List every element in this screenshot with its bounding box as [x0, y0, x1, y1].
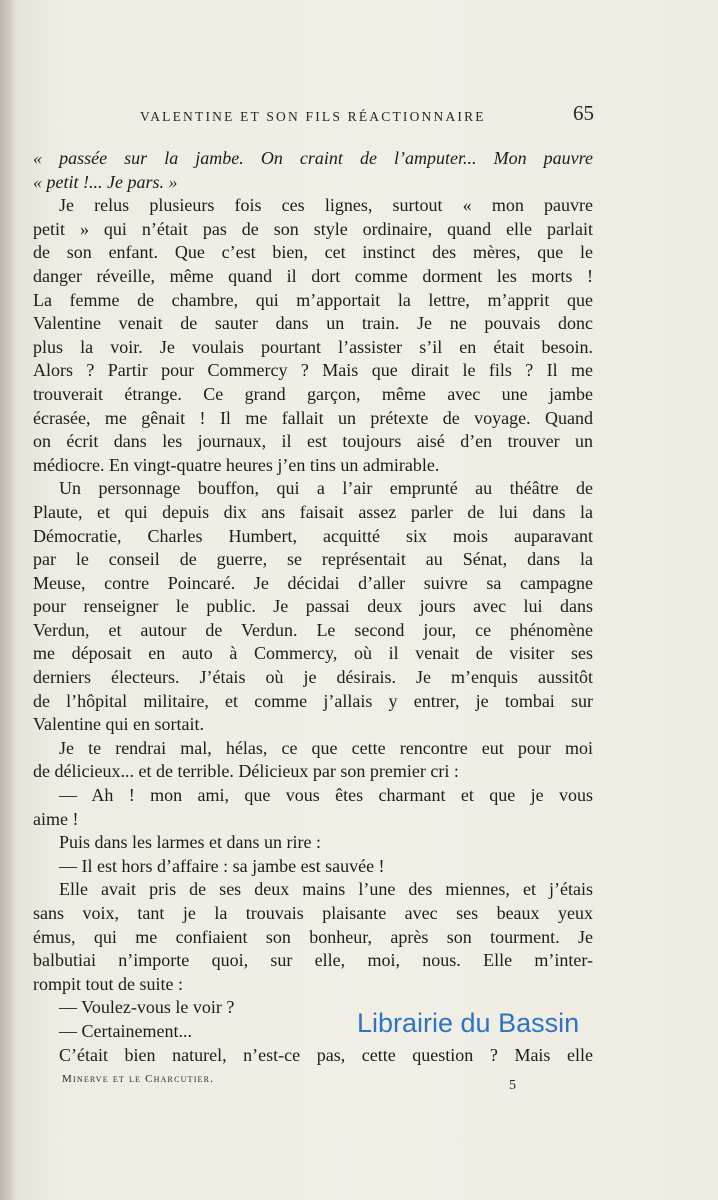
body-text — [33, 147, 593, 1067]
text-line: Valentine qui en sortait. — [33, 714, 204, 735]
text-line: Un personnage bouffon, qui a l’air emprunté au théâtre de — [59, 478, 593, 499]
text-line: derniers électeurs. J’étais où je désirais. Je m’enquis aussitôt — [33, 667, 593, 688]
text-line: on écrit dans les journaux, il est toujours aisé d’en trouver un — [33, 431, 593, 452]
text-line: rompit tout de suite : — [33, 973, 183, 994]
text-line: Je relus plusieurs fois ces lignes, surtout « mon pauvre — [59, 195, 593, 216]
text-line: écrasée, me gênait ! Il me fallait un prétexte de voyage. Quand — [33, 407, 593, 428]
text-line: Puis dans les larmes et dans un rire : — [59, 832, 321, 853]
running-head: VALENTINE ET SON FILS RÉACTIONNAIRE — [140, 109, 486, 124]
text-line: Plaute, et qui depuis dix ans faisait assez parler de lui dans la — [33, 501, 593, 522]
text-line: par le conseil de guerre, se représentait au Sénat, dans la — [33, 549, 593, 570]
text-line: Alors ? Partir pour Commercy ? Mais que dirait le fils ? Il me — [33, 360, 593, 381]
text-line: plus la voir. Je voulais pourtant l’assister s’il en était besoin. — [33, 336, 593, 357]
text-line: Valentine venait de sauter dans un train. Je ne pouvais donc — [33, 313, 593, 334]
text-line: — Il est hors d’affaire : sa jambe est sauvée ! — [59, 855, 385, 876]
text-line: Elle avait pris de ses deux mains l’une des miennes, et j’étais — [59, 879, 593, 900]
text-line: médiocre. En vingt-quatre heures j’en tins un admirable. — [33, 454, 440, 475]
text-line: Meuse, contre Poincaré. Je décidai d’aller suivre sa campagne — [33, 572, 593, 593]
text-line: C’était bien naturel, n’est-ce pas, cette question ? Mais elle — [59, 1044, 593, 1065]
text-line: balbutiai n’importe quoi, sur elle, moi, nous. Elle m’inter- — [33, 950, 593, 971]
gutter-shadow — [0, 0, 14, 1200]
text-line: danger réveille, même quand il dort comme dorment les morts ! — [33, 265, 593, 286]
signature-mark: Minerve et le Charcutier. — [62, 1073, 215, 1085]
text-line: Verdun, et autour de Verdun. Le second jour, ce phénomène — [33, 619, 593, 640]
text-line: petit » qui n’était pas de son style ordinaire, quand elle parlait — [33, 218, 593, 239]
text-line: trouverait étrange. Ce grand garçon, même avec une jambe — [33, 383, 593, 404]
text-line: émus, qui me confiaient son bonheur, après son tourment. Je — [33, 926, 593, 947]
text-line: Je te rendrai mal, hélas, ce que cette rencontre eut pour moi — [59, 737, 593, 758]
text-line: « passée sur la jambe. On craint de l’amputer... Mon pauvre — [33, 148, 593, 168]
text-line: La femme de chambre, qui m’apportait la lettre, m’apprit que — [33, 289, 593, 310]
text-line: de délicieux... et de terrible. Délicieux par son premier cri : — [33, 761, 459, 782]
text-line: — Ah ! mon ami, que vous êtes charmant et que je vous — [59, 785, 593, 806]
text-line: sans voix, tant je la trouvais plaisante avec ses beaux yeux — [33, 903, 593, 923]
text-line: Démocratie, Charles Humbert, acquitté six mois auparavant — [33, 525, 593, 546]
text-line: pour renseigner le public. Je passai deux jours avec lui dans — [33, 596, 593, 617]
text-line: de son enfant. Que c’est bien, cet instinct des mères, que le — [33, 242, 593, 263]
watermark-text: Librairie du Bassin — [357, 1008, 580, 1038]
text-line: — Certainement... — [59, 1020, 192, 1041]
gathering-number: 5 — [509, 1078, 516, 1093]
text-line: de l’hôpital militaire, et comme j’allais y entrer, je tombai sur — [33, 690, 593, 711]
page-number: 65 — [573, 101, 594, 125]
text-line: aime ! — [33, 808, 79, 829]
text-line: me déposait en auto à Commercy, où il venait de visiter ses — [33, 643, 593, 664]
text-line: « petit !... Je pars. » — [33, 171, 178, 192]
text-line: — Voulez-vous le voir ? — [59, 997, 235, 1018]
